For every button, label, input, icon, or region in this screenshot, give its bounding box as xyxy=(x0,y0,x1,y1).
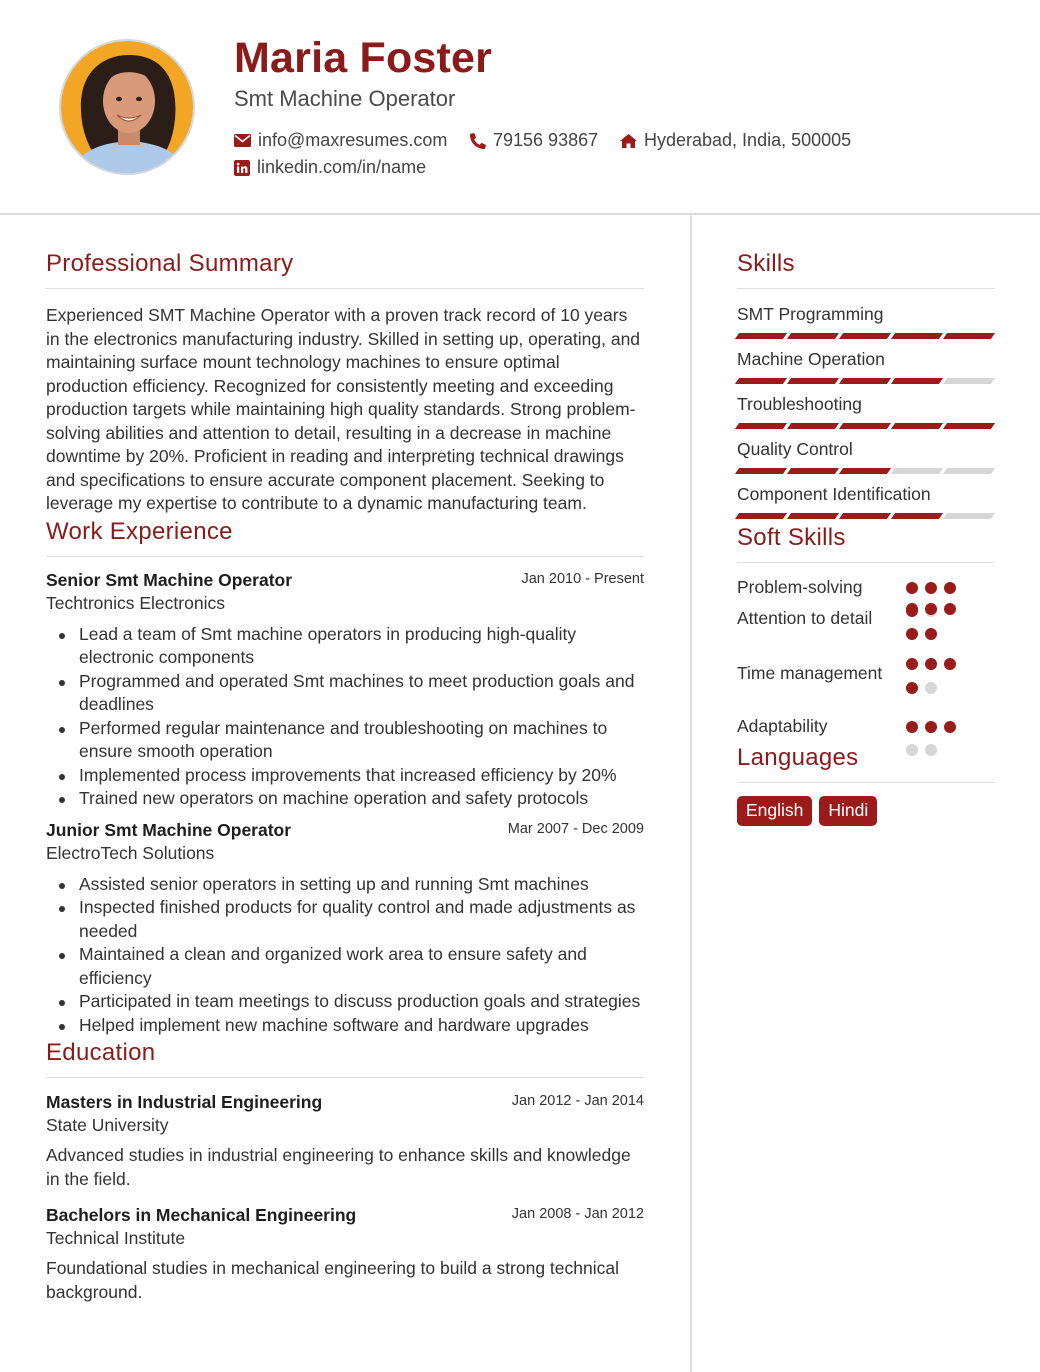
soft-skill-rating xyxy=(906,721,981,767)
school-name: State University xyxy=(46,1115,169,1135)
skill-item xyxy=(737,349,994,384)
rating-dot-empty xyxy=(925,682,937,694)
education-heading: Education xyxy=(46,1039,156,1066)
column-divider xyxy=(690,215,692,1372)
skill-segment-filled xyxy=(839,378,891,384)
contact-location xyxy=(620,130,851,151)
section-divider xyxy=(737,782,994,783)
resume-header xyxy=(0,0,1040,215)
contact-email[interactable] xyxy=(234,130,447,151)
rating-dot-empty xyxy=(906,744,918,756)
skill-item xyxy=(737,439,994,474)
linkedin-icon xyxy=(234,160,250,176)
language-tag: English xyxy=(737,796,812,826)
rating-dot-filled xyxy=(944,721,956,733)
soft-skill-name: Adaptability xyxy=(737,716,828,736)
profile-photo xyxy=(59,39,195,175)
envelope-icon xyxy=(234,134,251,147)
skill-segment-filled xyxy=(891,423,943,429)
skill-segment-filled xyxy=(735,333,787,339)
skill-segment-filled xyxy=(891,333,943,339)
job-bullet: Performed regular maintenance and troubleshooting on machines to ensure smooth operation xyxy=(46,717,644,764)
job-bullets xyxy=(46,873,644,1038)
job-bullet: Maintained a clean and organized work area to ensure safety and efficiency xyxy=(46,943,644,990)
skill-name: Troubleshooting xyxy=(737,394,862,414)
soft-skill-rating xyxy=(906,603,981,653)
rating-dot-filled xyxy=(906,682,918,694)
skill-segment-filled xyxy=(891,378,943,384)
skill-segment-filled xyxy=(735,468,787,474)
skill-segment-filled xyxy=(735,513,787,519)
job-bullet: Lead a team of Smt machine operators in producing high-quality electronic components xyxy=(46,623,644,670)
rating-dot-filled xyxy=(906,658,918,670)
skill-name: Machine Operation xyxy=(737,349,885,369)
skill-segment-filled xyxy=(735,378,787,384)
education-section xyxy=(46,1039,644,1304)
skill-segment-filled xyxy=(839,423,891,429)
job-dates: Jan 2010 - Present xyxy=(521,570,644,587)
rating-dot-filled xyxy=(925,582,937,594)
skill-name: SMT Programming xyxy=(737,304,884,324)
soft-skill-name: Time management xyxy=(737,663,883,683)
skill-segment-empty xyxy=(943,378,995,384)
rating-dot-empty xyxy=(925,744,937,756)
rating-dot-filled xyxy=(925,658,937,670)
skill-segment-empty xyxy=(943,513,995,519)
language-tags xyxy=(737,796,994,826)
section-divider xyxy=(46,556,644,557)
rating-dot-filled xyxy=(906,628,918,640)
job-title: Junior Smt Machine Operator xyxy=(46,819,292,840)
soft-skill-rating xyxy=(906,658,981,706)
job-bullets xyxy=(46,623,644,811)
education-description: Foundational studies in mechanical engineering to build a strong technical background. xyxy=(46,1258,620,1302)
rating-dot-filled xyxy=(925,721,937,733)
skill-level-bar xyxy=(737,333,994,339)
soft-skill-name: Problem-solving xyxy=(737,577,863,597)
soft-skill-item xyxy=(737,716,994,735)
rating-dot-filled xyxy=(925,628,937,640)
rating-dot-filled xyxy=(906,582,918,594)
skill-item xyxy=(737,394,994,429)
candidate-name: Maria Foster xyxy=(234,34,493,82)
skill-name: Component Identification xyxy=(737,484,931,504)
skill-level-bar xyxy=(737,378,994,384)
skills-list xyxy=(737,304,994,519)
job-bullet: Inspected finished products for quality control and made adjustments as needed xyxy=(46,896,644,943)
skill-segment-filled xyxy=(787,423,839,429)
skill-segment-filled xyxy=(839,333,891,339)
degree-title: Bachelors in Mechanical Engineering xyxy=(46,1205,357,1225)
section-divider xyxy=(737,288,994,289)
education-entry xyxy=(46,1092,644,1191)
section-divider xyxy=(46,288,644,289)
email-text: info@maxresumes.com xyxy=(258,130,448,150)
soft-skill-item xyxy=(737,661,887,706)
section-divider xyxy=(46,1077,644,1078)
skill-segment-filled xyxy=(787,378,839,384)
skill-segment-empty xyxy=(943,468,995,474)
job-bullet: Helped implement new machine software and hardware upgrades xyxy=(46,1014,644,1038)
candidate-title: Smt Machine Operator xyxy=(234,86,456,111)
job-bullet: Assisted senior operators in setting up and running Smt machines xyxy=(46,873,644,897)
skills-section xyxy=(737,250,994,519)
profile-photo-illustration xyxy=(61,41,195,175)
soft-skills-list xyxy=(737,577,994,735)
skill-item xyxy=(737,304,994,339)
soft-skill-item xyxy=(737,577,994,596)
skill-segment-filled xyxy=(943,333,995,339)
education-entry xyxy=(46,1205,644,1304)
soft-skill-name: Attention to detail xyxy=(737,608,873,628)
rating-dot-filled xyxy=(906,603,918,615)
soft-skills-heading: Soft Skills xyxy=(737,524,846,551)
job-dates: Mar 2007 - Dec 2009 xyxy=(507,820,644,837)
skill-segment-filled xyxy=(787,513,839,519)
summary-section xyxy=(46,250,644,516)
soft-skill-item xyxy=(737,606,887,651)
skill-segment-empty xyxy=(891,468,943,474)
job-bullet: Programmed and operated Smt machines to meet production goals and deadlines xyxy=(46,670,644,717)
job-bullet: Implemented process improvements that increased efficiency by 20% xyxy=(46,764,644,788)
linkedin-text: linkedin.com/in/name xyxy=(257,157,427,177)
skill-segment-filled xyxy=(943,423,995,429)
education-dates: Jan 2012 - Jan 2014 xyxy=(511,1093,644,1109)
skill-segment-filled xyxy=(891,513,943,519)
rating-dot-filled xyxy=(944,582,956,594)
rating-dot-filled xyxy=(944,603,956,615)
experience-heading: Work Experience xyxy=(46,517,233,545)
skill-name: Quality Control xyxy=(737,439,853,459)
skill-segment-filled xyxy=(839,513,891,519)
job-title: Senior Smt Machine Operator xyxy=(46,569,293,590)
skills-heading: Skills xyxy=(737,250,795,277)
job-entry xyxy=(46,820,644,1038)
company-name: Techtronics Electronics xyxy=(46,592,225,613)
section-divider xyxy=(737,562,994,563)
company-name: ElectroTech Solutions xyxy=(46,842,215,863)
rating-dot-filled xyxy=(925,603,937,615)
skill-segment-filled xyxy=(787,333,839,339)
phone-icon xyxy=(470,133,486,149)
job-entry xyxy=(46,570,644,811)
job-bullet: Trained new operators on machine operation and safety protocols xyxy=(46,787,644,811)
languages-heading: Languages xyxy=(737,744,859,771)
summary-heading: Professional Summary xyxy=(46,250,294,277)
skill-segment-filled xyxy=(839,468,891,474)
rating-dot-filled xyxy=(944,658,956,670)
home-icon xyxy=(620,134,637,148)
skill-item xyxy=(737,484,994,519)
job-bullet: Participated in team meetings to discuss production goals and strategies xyxy=(46,990,644,1014)
degree-title: Masters in Industrial Engineering xyxy=(46,1092,323,1112)
sidebar-column xyxy=(737,250,994,826)
education-dates: Jan 2008 - Jan 2012 xyxy=(511,1206,644,1222)
language-tag: Hindi xyxy=(819,796,877,826)
experience-section xyxy=(46,518,644,1038)
phone-text: 79156 93867 xyxy=(493,130,599,150)
rating-dot-filled xyxy=(906,721,918,733)
skill-level-bar xyxy=(737,423,994,429)
contact-phone[interactable] xyxy=(470,130,598,151)
location-text: Hyderabad, India, 500005 xyxy=(644,130,852,150)
contact-linkedin[interactable] xyxy=(234,157,426,178)
summary-text: Experienced SMT Machine Operator with a proven track record of 10 years in the electronics manufacturing industry. Skilled in setting up, operating, and maintaining surface mount technology machines to ensure optimal production efficiency. Recognized for consistently meeting and exceeding production targets while maintaining high quality standards. Strong problem-solving abilities and attention to detail, resulting in a decrease in machine downtime by 20%. Proficient in reading and interpreting technical drawings and specifications to ensure accurate component placement. Seeking to leverage my expertise to contribute to a dynamic manufacturing team. xyxy=(46,305,641,513)
school-name: Technical Institute xyxy=(46,1228,186,1248)
main-column xyxy=(46,250,644,1304)
soft-skills-section xyxy=(737,524,994,735)
education-description: Advanced studies in industrial engineering to enhance skills and knowledge in the field. xyxy=(46,1145,631,1189)
skill-segment-filled xyxy=(787,468,839,474)
skill-segment-filled xyxy=(735,423,787,429)
skill-level-bar xyxy=(737,468,994,474)
skill-level-bar xyxy=(737,513,994,519)
